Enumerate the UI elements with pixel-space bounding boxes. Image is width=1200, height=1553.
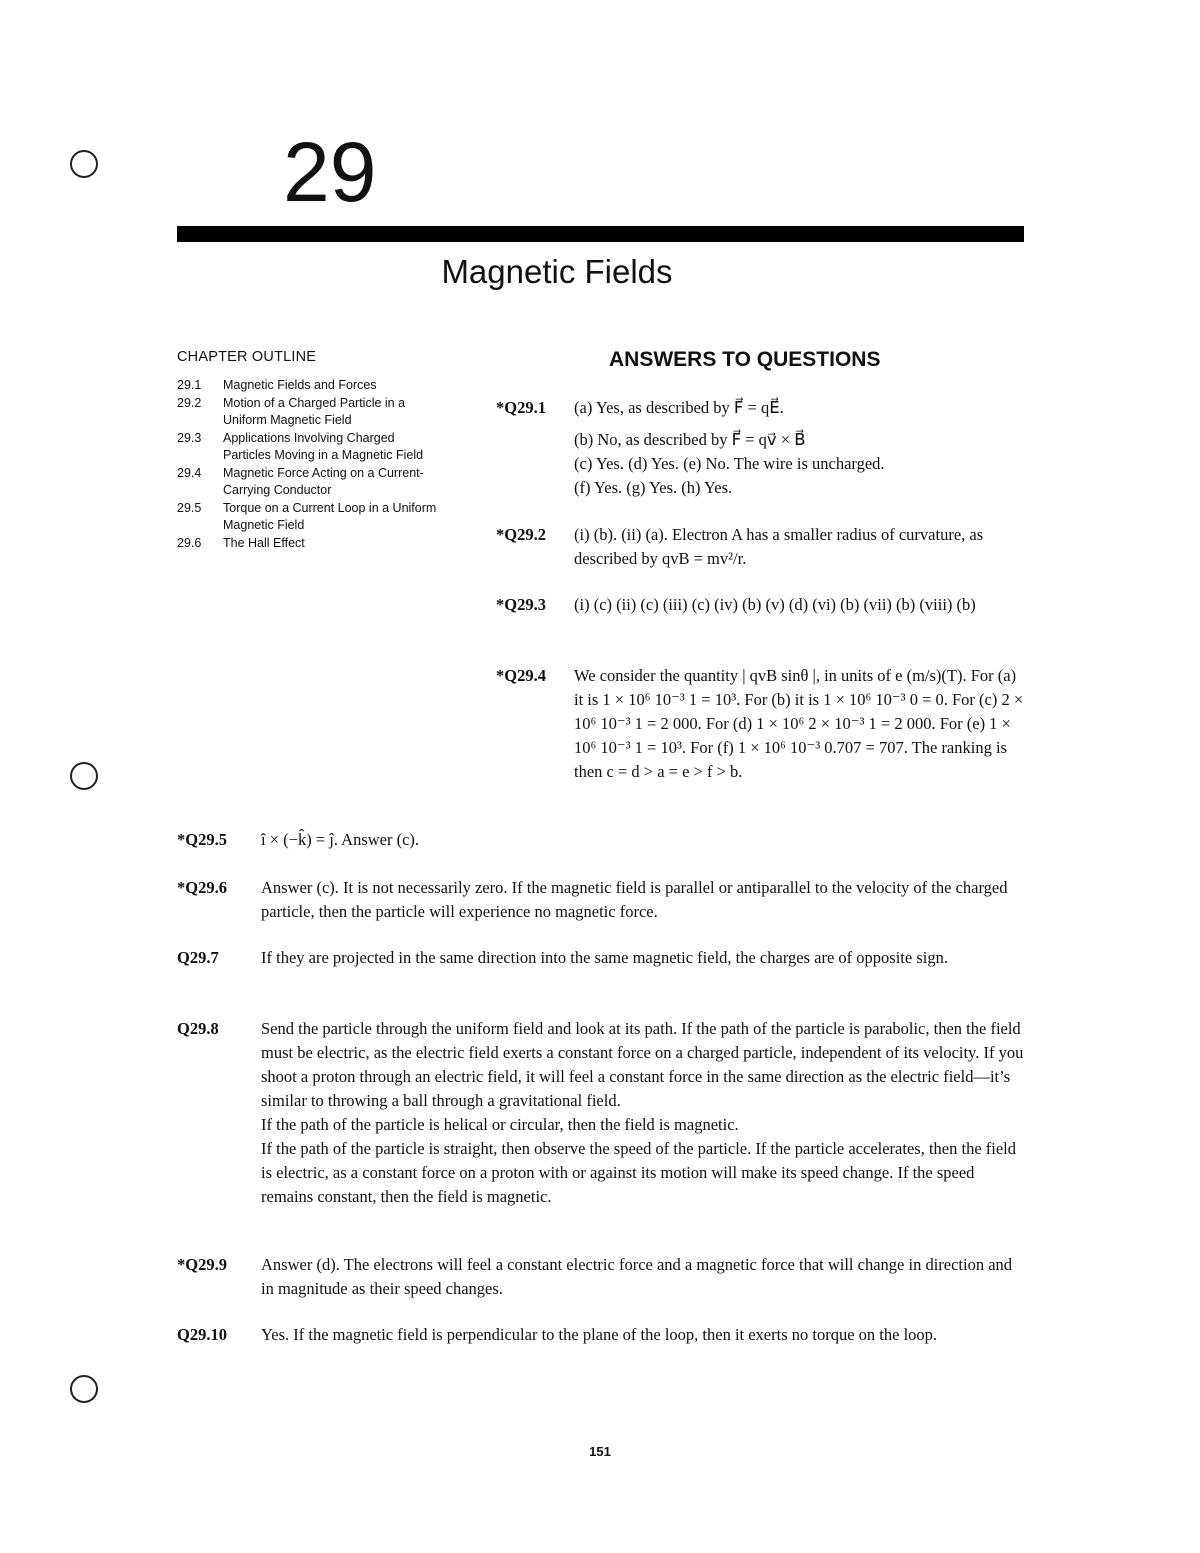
question-29-4: [496, 664, 1024, 784]
question-29-10: [177, 1323, 1024, 1347]
binder-hole-top: [70, 150, 98, 178]
answer-text: Answer (c). It is not necessarily zero. If the magnetic field is parallel or antiparallel to the velocity of the charged particle, then the particle will experience no magnetic force.: [261, 878, 1008, 921]
outline-item-text: Applications Involving Charged Particles Moving in a Magnetic Field: [223, 430, 424, 462]
question-label: *Q29.1: [496, 398, 546, 417]
outline-item-number: 29.3: [177, 430, 202, 445]
answer-body: [261, 1017, 1024, 1209]
question-label: *Q29.6: [177, 878, 227, 897]
outline-item-text: Magnetic Force Acting on a Current-Carrying Conductor: [223, 465, 424, 497]
question-29-9: [177, 1253, 1024, 1301]
outline-item: [177, 465, 442, 500]
outline-item-number: 29.5: [177, 500, 202, 515]
answer-text: Yes. If the magnetic field is perpendicular to the plane of the loop, then it exerts no torque on the loop.: [261, 1325, 938, 1344]
question-29-1: [496, 396, 1024, 500]
answer-text: Answer (d). The electrons will feel a constant electric force and a magnetic force that will change in direction and in magnitude as their speed changes.: [261, 1255, 1013, 1298]
question-29-2: [496, 523, 1024, 571]
outline-item-number: 29.6: [177, 535, 202, 550]
question-label: *Q29.2: [496, 525, 546, 544]
outline-list: [177, 377, 442, 552]
question-label: *Q29.9: [177, 1255, 227, 1274]
outline-item: [177, 377, 442, 395]
outline-item: [177, 500, 442, 535]
question-label: *Q29.5: [177, 830, 227, 849]
outline-item-text: Torque on a Current Loop in a Uniform Magnetic Field: [223, 500, 437, 532]
question-label: *Q29.3: [496, 595, 546, 614]
outline-item-number: 29.4: [177, 465, 202, 480]
answer-text: (i) (b). (ii) (a). Electron A has a smaller radius of curvature, as described by qvB = mv²/r.: [574, 525, 984, 568]
title-rule: [177, 226, 1024, 242]
outline-item: [177, 430, 442, 465]
binder-hole-bottom: [70, 1375, 98, 1403]
answer-paragraph: If the path of the particle is helical or circular, then the field is magnetic.: [261, 1115, 739, 1134]
answer-line: (f) Yes. (g) Yes. (h) Yes.: [574, 478, 733, 497]
answer-line: (c) Yes. (d) Yes. (e) No. The wire is uncharged.: [574, 454, 885, 473]
chapter-number: 29: [283, 125, 377, 219]
question-29-8: [177, 1017, 1024, 1209]
answer-text: We consider the quantity | qvB sinθ |, in units of e (m/s)(T). For (a) it is 1 × 10⁶ 10⁻³ 1 = 10³. For (b) it is 1 × 10⁶ 10⁻³ 0 = 0. For (c) 2 × 10⁶ 10⁻³ 1 = 2 000. For (d) 1 × 10⁶ 2 × 10⁻³ 1 = 2 000. For (e) 1 × 10⁶ 10⁻³ 1 = 10³. For (f) 1 × 10⁶ 10⁻³ 0.707 = 707. The ranking is then c = d > a = e > f > b.: [574, 666, 1024, 781]
page-number: 151: [589, 1444, 611, 1459]
outline-item-text: Motion of a Charged Particle in a Uniform Magnetic Field: [223, 395, 406, 427]
question-label: Q29.8: [177, 1019, 219, 1038]
outline-item: [177, 535, 442, 553]
question-label: *Q29.4: [496, 666, 546, 685]
question-label: Q29.7: [177, 948, 219, 967]
answer-text: If they are projected in the same direction into the same magnetic field, the charges are of opposite sign.: [261, 948, 948, 967]
answer-paragraph: If the path of the particle is straight, then observe the speed of the particle. If the particle accelerates, then the field is electric, as a constant force on a proton with or against its motion will make its speed change. If the speed remains constant, then the field is magnetic.: [261, 1139, 1017, 1206]
outline-item-number: 29.2: [177, 395, 202, 410]
outline-item: [177, 395, 442, 430]
answer-body: [574, 396, 1024, 500]
outline-item-number: 29.1: [177, 378, 202, 392]
answer-text: î × (−k̂) = ĵ. Answer (c).: [261, 830, 420, 849]
answer-text: (i) (c) (ii) (c) (iii) (c) (iv) (b) (v) (d) (vi) (b) (vii) (b) (viii) (b): [574, 595, 976, 614]
question-29-7: [177, 946, 1024, 970]
chapter-title: Magnetic Fields: [441, 253, 673, 290]
answers-heading: ANSWERS TO QUESTIONS: [609, 348, 881, 371]
answer-line: (a) Yes, as described by F⃗ = qE⃗.: [574, 398, 784, 417]
binder-hole-middle: [70, 762, 98, 790]
question-29-6: [177, 876, 1024, 924]
question-label: Q29.10: [177, 1325, 227, 1344]
question-29-3: [496, 593, 1024, 617]
outline-heading: CHAPTER OUTLINE: [177, 349, 317, 365]
question-29-5: [177, 828, 1024, 852]
outline-item-text: The Hall Effect: [223, 535, 305, 550]
outline-item-text: Magnetic Fields and Forces: [223, 378, 377, 392]
answer-line: (b) No, as described by F⃗ = qv⃗ × B⃗: [574, 430, 806, 449]
answer-paragraph: Send the particle through the uniform field and look at its path. If the path of the particle is parabolic, then the field must be electric, as the electric field exerts a constant force on a charged particle, independent of its velocity. If you shoot a proton through an electric field, it will feel a constant force in the same direction as the electric field—it’s similar to throwing a ball through a gravitational field.: [261, 1019, 1024, 1110]
